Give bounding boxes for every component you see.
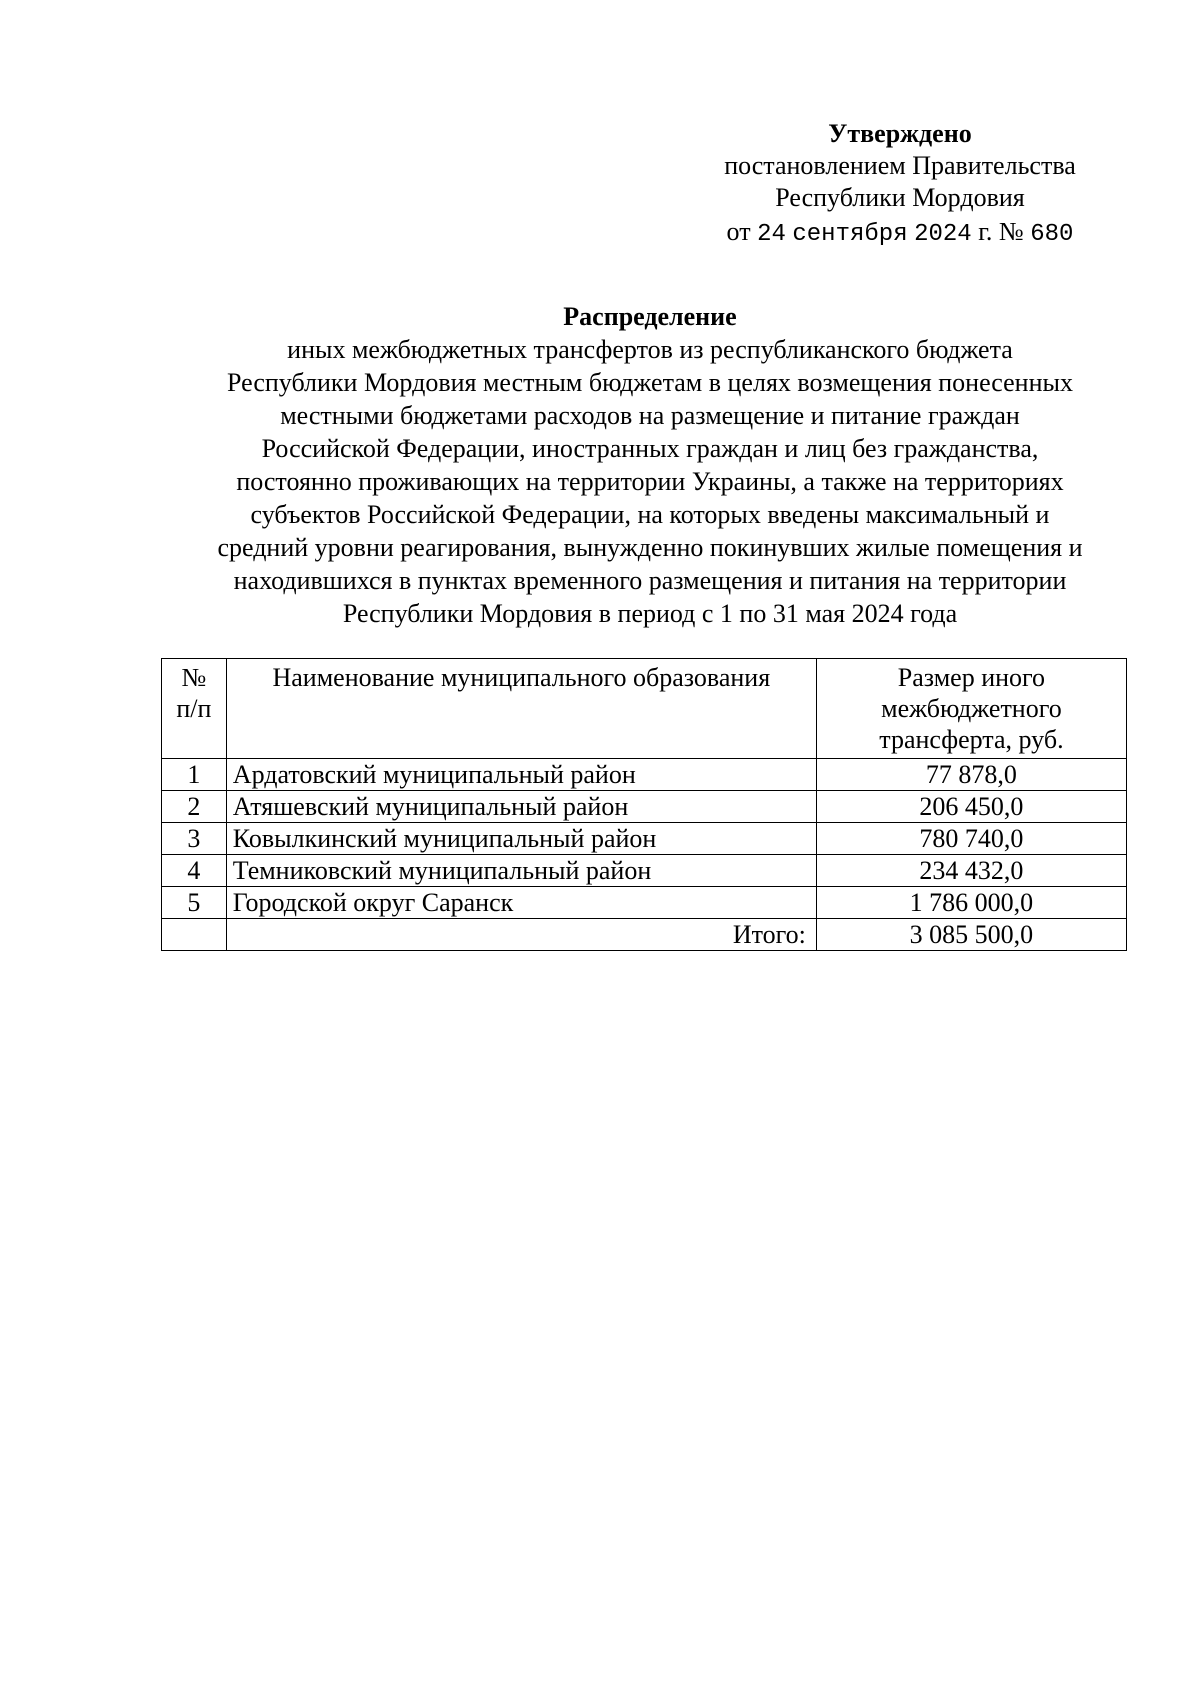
approval-number: 680 (1030, 221, 1074, 248)
table-row (162, 823, 1127, 855)
row-value: 234 432,0 (816, 855, 1126, 887)
table-total-row (162, 919, 1127, 951)
subtitle-line: Республики Мордовия местным бюджетам в целях возмещения понесенных (227, 368, 1073, 397)
row-number: 4 (162, 855, 227, 887)
row-number: 1 (162, 759, 227, 791)
subtitle-line: находившихся в пунктах временного размещения и питания на территории (233, 566, 1067, 595)
subtitle-line: субъектов Российской Федерации, на которых введены максимальный и (250, 500, 1050, 529)
row-name: Ковылкинский муниципальный район (226, 823, 816, 855)
header-value-line1: Размер иного (897, 663, 1046, 692)
total-empty-cell (162, 919, 227, 951)
header-value (816, 659, 1126, 759)
approval-title: Утверждено (828, 119, 972, 148)
approval-date-prefix: от (726, 217, 751, 246)
table-header (162, 659, 1127, 759)
subtitle-line: местными бюджетами расходов на размещение и питание граждан (280, 401, 1020, 430)
approval-date-day: 24 (757, 221, 786, 248)
header-value-line2: межбюджетного (881, 694, 1062, 723)
row-value: 1 786 000,0 (816, 887, 1126, 919)
table-row (162, 759, 1127, 791)
row-name: Атяшевский муниципальный район (226, 791, 816, 823)
approval-date-month: сентября (792, 221, 908, 248)
row-value: 206 450,0 (816, 791, 1126, 823)
subtitle-line: иных межбюджетных трансфертов из республиканского бюджета (287, 335, 1013, 364)
row-name: Городской округ Саранск (226, 887, 816, 919)
table-row (162, 791, 1127, 823)
row-number: 5 (162, 887, 227, 919)
subtitle-line: Российской Федерации, иностранных граждан и лиц без гражданства, (261, 434, 1039, 463)
total-value: 3 085 500,0 (816, 919, 1126, 951)
subtitle-line: средний уровни реагирования, вынужденно покинувших жилые помещения и (217, 533, 1083, 562)
row-name: Темниковский муниципальный район (226, 855, 816, 887)
header-number-line2: п/п (176, 694, 212, 723)
header-name-text: Наименование муниципального образования (272, 663, 771, 692)
header-number-line1: № (181, 663, 207, 692)
document-title: Распределение (563, 302, 737, 331)
row-value: 77 878,0 (816, 759, 1126, 791)
table-body (162, 759, 1127, 951)
row-value: 780 740,0 (816, 823, 1126, 855)
total-label: Итого: (226, 919, 816, 951)
approval-date-year: 2024 (914, 221, 972, 248)
approval-date-line (690, 216, 1110, 251)
approval-stamp (690, 118, 1110, 251)
row-number: 3 (162, 823, 227, 855)
table-header-row (162, 659, 1127, 759)
row-number: 2 (162, 791, 227, 823)
approval-line-2: Республики Мордовия (775, 183, 1025, 212)
table-row (162, 887, 1127, 919)
transfers-table (161, 658, 1127, 951)
approval-line-1: постановлением Правительства (724, 151, 1076, 180)
header-value-line3: трансферта, руб. (879, 725, 1064, 754)
row-name: Ардатовский муниципальный район (226, 759, 816, 791)
subtitle-line: постоянно проживающих на территории Украины, а также на территориях (236, 467, 1064, 496)
approval-date-suffix: г. № (978, 217, 1024, 246)
document-heading (140, 300, 1160, 630)
subtitle-line: Республики Мордовия в период с 1 по 31 мая 2024 года (342, 599, 958, 628)
header-number (162, 659, 227, 759)
header-name (226, 659, 816, 759)
table-row (162, 855, 1127, 887)
